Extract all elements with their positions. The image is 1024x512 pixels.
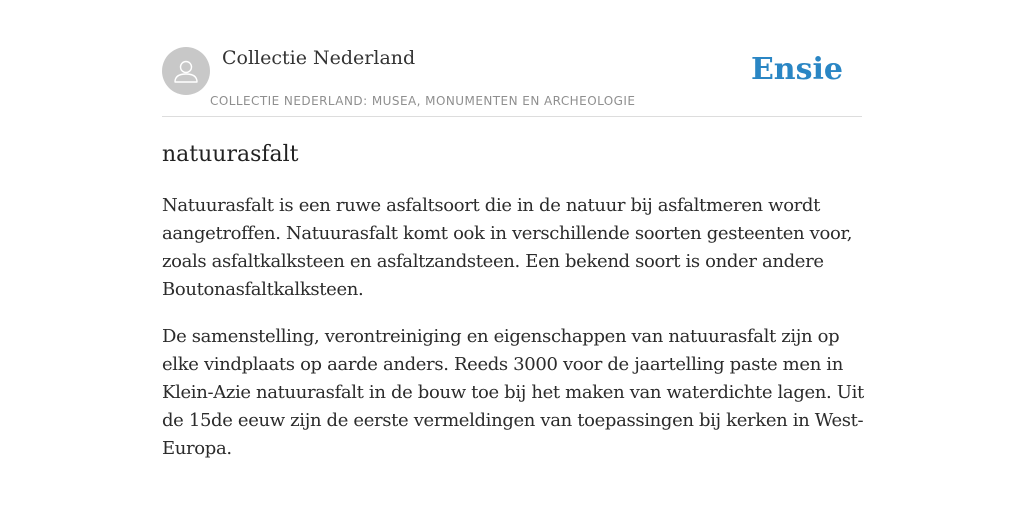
author-link[interactable]: Collectie Nederland: [222, 47, 416, 69]
header: [162, 46, 862, 117]
article-body: [162, 192, 872, 482]
user-icon: [162, 47, 210, 95]
brand-logo[interactable]: Ensie: [750, 52, 843, 87]
paragraph: De samenstelling, verontreiniging en eigenschappen van natuurasfalt zijn op elke vindplaats op aarde anders. Reeds 3000 voor de jaartelling paste men in Klein-Azie natuurasfalt in de bouw toe bij het maken van waterdichte lagen. Uit de 15de eeuw zijn de eerste vermeldingen van toepassingen bij kerken in West-Europa.: [162, 326, 864, 459]
paragraph: Natuurasfalt is een ruwe asfaltsoort die in de natuur bij asfaltmeren wordt aangetroffen. Natuurasfalt komt ook in verschillende soorten gesteenten voor, zoals asfaltkalksteen en asfaltzandsteen. Een bekend soort is onder andere Boutonasfaltkalksteen.: [162, 195, 853, 300]
avatar[interactable]: [162, 47, 210, 95]
page-title: natuurasfalt: [162, 142, 299, 167]
collection-link[interactable]: COLLECTIE NEDERLAND: MUSEA, MONUMENTEN EN ARCHEOLOGIE: [210, 94, 636, 108]
